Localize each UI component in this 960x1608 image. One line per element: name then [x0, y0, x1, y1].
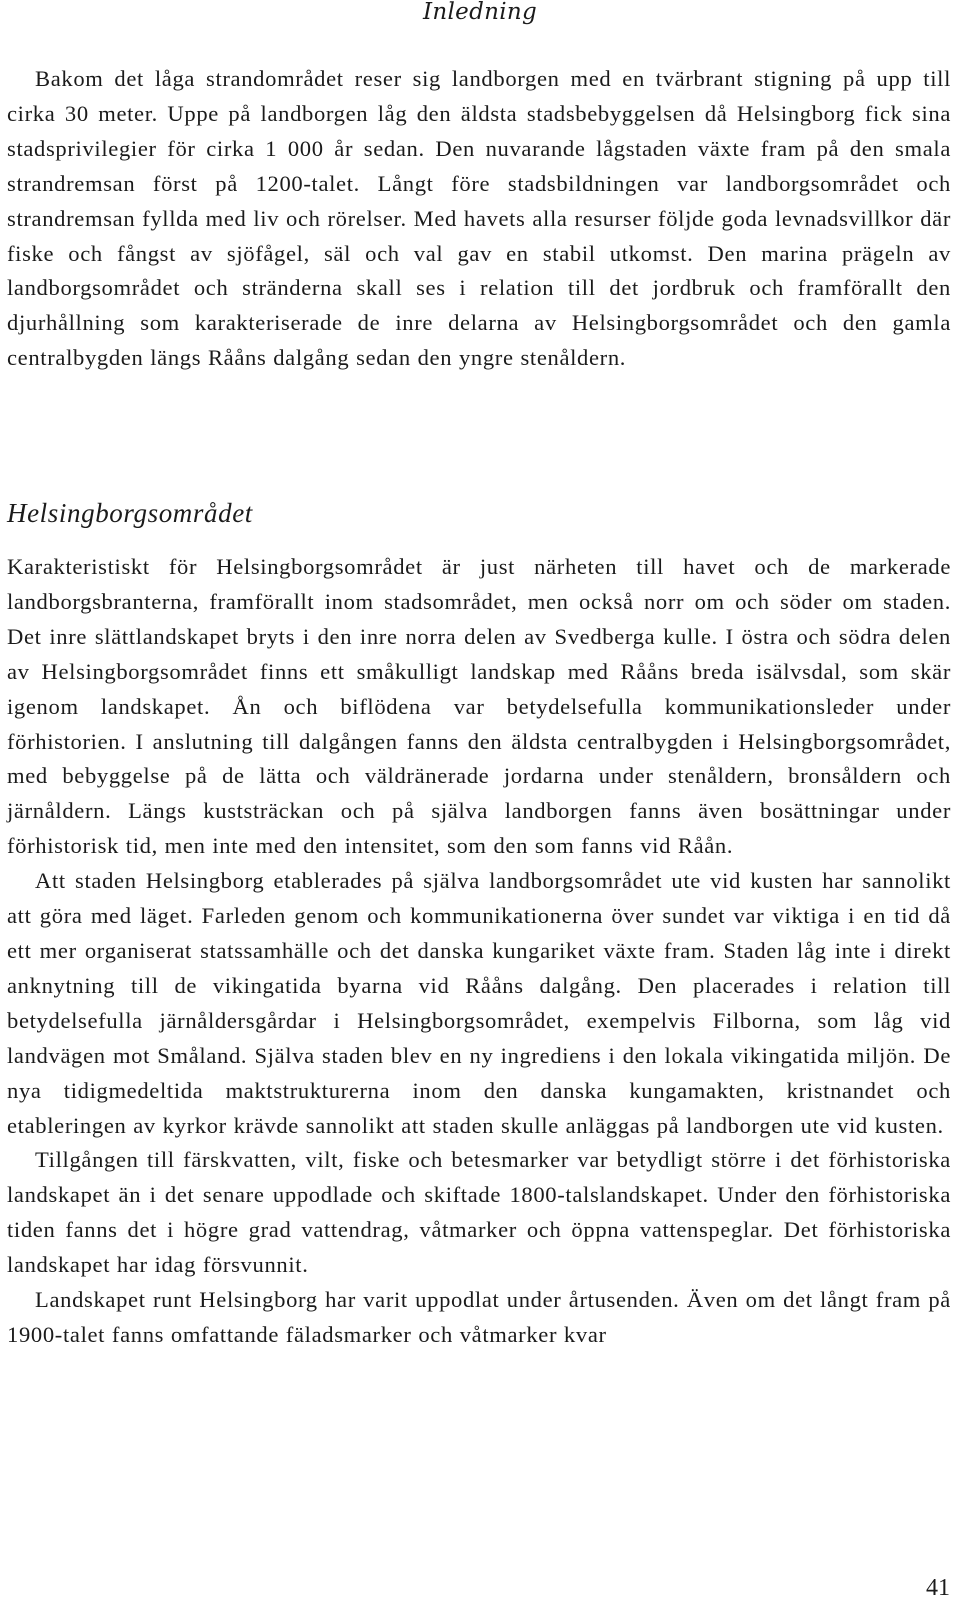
body-paragraph-2: Att staden Helsingborg etablerades på själva landborgsområdet ute vid kusten har sannolikt att göra med läget. Farleden genom och kommunikationerna över sundet var viktiga i en tid då ett mer organiserat statssamhälle och det danska kungariket växte fram. Staden låg inte i direkt anknytning till de vikingatida byarna vid Rååns dalgång. Den placerades i relation till betydelsefulla järnåldersgårdar i Helsingborgsområdet, exempelvis Filborna, som låg vid landvägen mot Småland. Själva staden blev en ny ingrediens i den lokala vikingatida miljön. De nya tidigmedeltida maktstrukturerna inom den danska kungamakten, kristnandet och etableringen av kyrkor krävde sannolikt att staden skulle anläggas på landborgen ute vid kusten. [7, 868, 951, 1138]
body-paragraph-4: Landskapet runt Helsingborg har varit uppodlat under årtusenden. Även om det långt fram på 1900-talet fanns omfattande fäladsmarker och våtmarker kvar [7, 1287, 951, 1347]
page-number: 41 [926, 1575, 950, 1601]
body-paragraph-1: Karakteristiskt för Helsingborgsområdet är just närheten till havet och de markerade landborgsbranterna, framförallt inom stadsområdet, men också norr om och söder om staden. Det inre slättlandskapet bryts i den inre norra delen av Svedberga kulle. I östra och södra delen av Helsingborgsområdet finns ett småkulligt landskap med Rååns breda isälvsdal, som skär igenom landskapet. Ån och biflödena var betydelsefulla kommunikationsleder under förhistorien. I anslutning till dalgången fanns den äldsta centralbygden i Helsingborgsområdet, med bebyggelse på de lätta och väldränerade jordarna under stenåldern, bronsåldern och järnåldern. Längs kuststräckan och på själva landborgen fanns även bosättningar under förhistorisk tid, men inte med den intensitet, som den som fanns vid Råån. [7, 554, 951, 859]
section-body [7, 550, 951, 1353]
intro-paragraph: Bakom det låga strandområdet reser sig landborgen med en tvärbrant stigning på upp till cirka 30 meter. Uppe på landborgen låg den äldsta stadsbebyggelsen då Helsingborg fick sina stadsprivilegier för cirka 1 000 år sedan. Den nuvarande lågstaden växte fram på den smala strandremsan först på 1200-talet. Långt före stadsbildningen var landborgsområdet och strandremsan fyllda med liv och rörelser. Med havets alla resurser följde goda levnadsvillkor där fiske och fångst av sjöfågel, säl och val gav en stabil utkomst. Den marina prägeln av landborgsområdet och stränderna skall ses i relation till det jordbruk och framförallt den djurhållning som karakteriserade de inre delarna av Helsingborgsområdet och den gamla centralbygden längs Rååns dalgång sedan den yngre stenåldern. [7, 66, 951, 371]
intro-text [7, 62, 951, 376]
running-header: Inledning [423, 0, 537, 25]
body-paragraph-3: Tillgången till färskvatten, vilt, fiske och betesmarker var betydligt större i det förhistoriska landskapet än i det senare uppodlade och skiftade 1800-talslandskapet. Under den förhistoriska tiden fanns det i högre grad vattendrag, våtmarker och öppna vattenspeglar. Det förhistoriska landskapet har idag försvunnit. [7, 1147, 951, 1278]
section-heading: Helsingborgsområdet [7, 498, 253, 528]
